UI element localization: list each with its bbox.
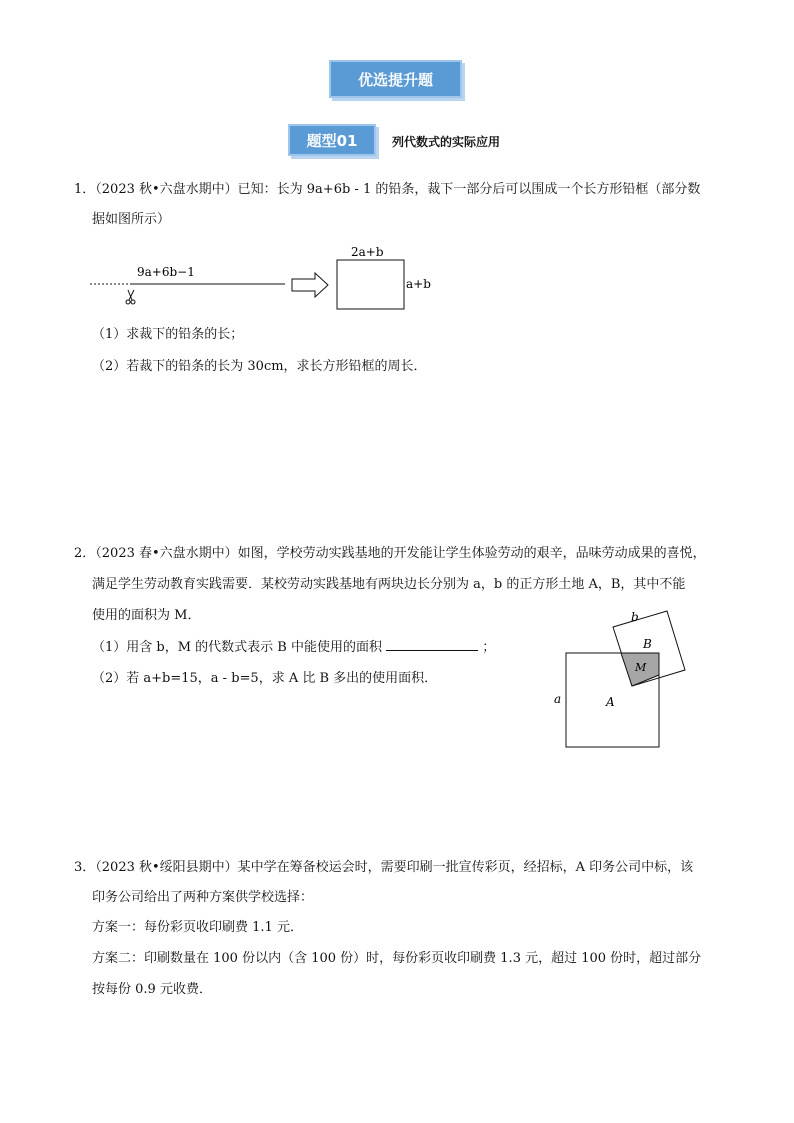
question-type-badge: 题型01 (288, 124, 376, 156)
q3-line-5: 按每份 0.9 元收费． (92, 982, 212, 997)
q1-line-2: 据如图所示） (92, 212, 171, 227)
q1-line-1: 1．（2023 秋•六盘水期中）已知：长为 9a+6b - 1 的铅条，裁下一部分后可以围成一个长方形铅框（部分数 (74, 182, 701, 197)
scissors-icon (126, 290, 135, 304)
q1-sub-1: （1）求裁下的铅条的长； (92, 327, 244, 342)
q2-sub-2: （2）若 a+b=15，a - b=5，求 A 比 B 多出的使用面积． (92, 671, 438, 686)
q3-line-1: 3．（2023 秋•绥阳县期中）某中学在筹备校运会时，需要印刷一批宣传彩页，经招标，A 印务公司中标，该 (74, 860, 694, 875)
wire-label: 9a+6b−1 (137, 265, 195, 279)
frame-top-label: 2a+b (351, 245, 384, 259)
answer-blank (386, 638, 478, 651)
label-A: A (606, 695, 615, 709)
right-arrow-icon (292, 273, 328, 297)
q2-figure (540, 600, 700, 755)
lead-frame-rectangle (337, 260, 404, 309)
frame-side-label: a+b (406, 277, 431, 291)
q2-line-2: 满足学生劳动教育实践需要．某校劳动实践基地有两块边长分别为 a，b 的正方形土地 A，B，其中不能 (92, 577, 686, 592)
section-banner: 优选提升题 (329, 60, 462, 98)
q1-figure (80, 240, 460, 320)
q2-sub-1-text: （1）用含 b，M 的代数式表示 B 中能使用的面积 (92, 640, 382, 655)
q3-line-2: 印务公司给出了两种方案供学校选择： (92, 890, 314, 905)
q2-line-1: 2．（2023 春•六盘水期中）如图，学校劳动实践基地的开发能让学生体验劳动的艰辛，品味劳动成果的喜悦， (74, 546, 706, 561)
label-M: M (635, 661, 647, 674)
q2-line-3: 使用的面积为 M． (92, 608, 201, 623)
q3-line-3: 方案一：每份彩页收印刷费 1.1 元． (92, 920, 303, 935)
q2-sub-1-end: ； (482, 640, 496, 655)
q2-sub-1 (92, 638, 495, 657)
label-a: a (554, 692, 562, 706)
question-type-title: 列代数式的实际应用 (392, 135, 501, 149)
label-B: B (643, 637, 652, 651)
q3-line-4: 方案二：印刷数量在 100 份以内（含 100 份）时，每份彩页收印刷费 1.3 元，超过 100 份时，超过部分 (92, 951, 702, 966)
q1-sub-2: （2）若裁下的铅条的长为 30cm，求长方形铅框的周长． (92, 359, 427, 374)
label-b: b (631, 610, 639, 624)
